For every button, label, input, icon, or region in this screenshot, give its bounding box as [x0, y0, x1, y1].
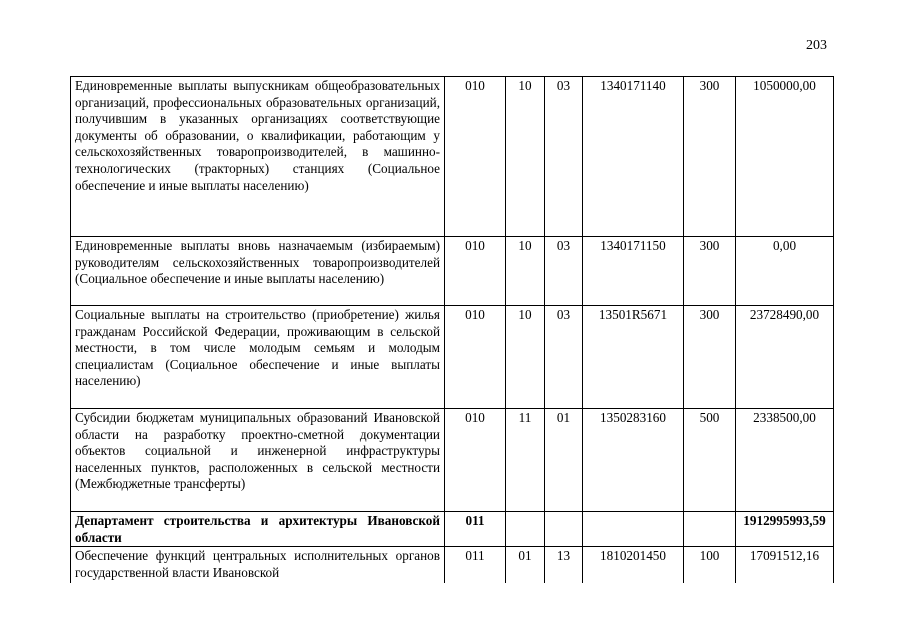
table-row [71, 77, 834, 237]
department-total-amount: 1912995993,59 [736, 512, 834, 547]
section-code: 11 [506, 409, 545, 512]
expense-type-code: 500 [684, 409, 736, 512]
subsection-code [545, 512, 583, 547]
expense-type-code [684, 512, 736, 547]
expense-type-code: 300 [684, 306, 736, 409]
target-article-code: 1810201450 [583, 547, 684, 583]
table-row [71, 547, 834, 583]
ministry-code: 011 [445, 547, 506, 583]
expense-type-code: 100 [684, 547, 736, 583]
ministry-code: 011 [445, 512, 506, 547]
table-row [71, 512, 834, 547]
table-row [71, 409, 834, 512]
target-article-code: 1340171150 [583, 237, 684, 306]
target-article-code: 13501R5671 [583, 306, 684, 409]
ministry-code: 010 [445, 409, 506, 512]
section-code [506, 512, 545, 547]
subsection-code: 03 [545, 237, 583, 306]
section-code: 10 [506, 77, 545, 237]
amount: 23728490,00 [736, 306, 834, 409]
section-code: 01 [506, 547, 545, 583]
row-description: Обеспечение функций центральных исполнительных органов государственной власти Ивановской [71, 547, 445, 583]
subsection-code: 01 [545, 409, 583, 512]
subsection-code: 03 [545, 306, 583, 409]
department-heading: Департамент строительства и архитектуры Ивановской области [71, 512, 445, 547]
target-article-code: 1350283160 [583, 409, 684, 512]
subsection-code: 03 [545, 77, 583, 237]
page-number: 203 [806, 38, 827, 53]
target-article-code [583, 512, 684, 547]
ministry-code: 010 [445, 237, 506, 306]
target-article-code: 1340171140 [583, 77, 684, 237]
ministry-code: 010 [445, 77, 506, 237]
row-description: Субсидии бюджетам муниципальных образований Ивановской области на разработку проектно-сметной документации объектов социальной и инженерной инфраструктуры населенных пунктов, расположенных в сельской местности (Межбюджетные трансферты) [71, 409, 445, 512]
section-code: 10 [506, 306, 545, 409]
row-description: Единовременные выплаты вновь назначаемым (избираемым) руководителям сельскохозяйственных товаропроизводителей (Социальное обеспечение и иные выплаты населению) [71, 237, 445, 306]
budget-table [70, 76, 834, 583]
row-description: Социальные выплаты на строительство (приобретение) жилья гражданам Российской Федерации, проживающим в сельской местности, в том числе молодым семьям и молодым специалистам (Социальное обеспечение и иные выплаты населению) [71, 306, 445, 409]
ministry-code: 010 [445, 306, 506, 409]
subsection-code: 13 [545, 547, 583, 583]
table-row [71, 306, 834, 409]
amount: 0,00 [736, 237, 834, 306]
amount: 17091512,16 [736, 547, 834, 583]
amount: 1050000,00 [736, 77, 834, 237]
expense-type-code: 300 [684, 237, 736, 306]
table-row [71, 237, 834, 306]
section-code: 10 [506, 237, 545, 306]
amount: 2338500,00 [736, 409, 834, 512]
expense-type-code: 300 [684, 77, 736, 237]
row-description: Единовременные выплаты выпускникам общеобразовательных организаций, профессиональных образовательных организаций, получившим в указанных организациях соответствующие документы об образовании, о квалификации, работающим у сельскохозяйственных товаропроизводителей, в машинно-технологических (тракторных) станциях (Социальное обеспечение и иные выплаты населению) [71, 77, 445, 237]
